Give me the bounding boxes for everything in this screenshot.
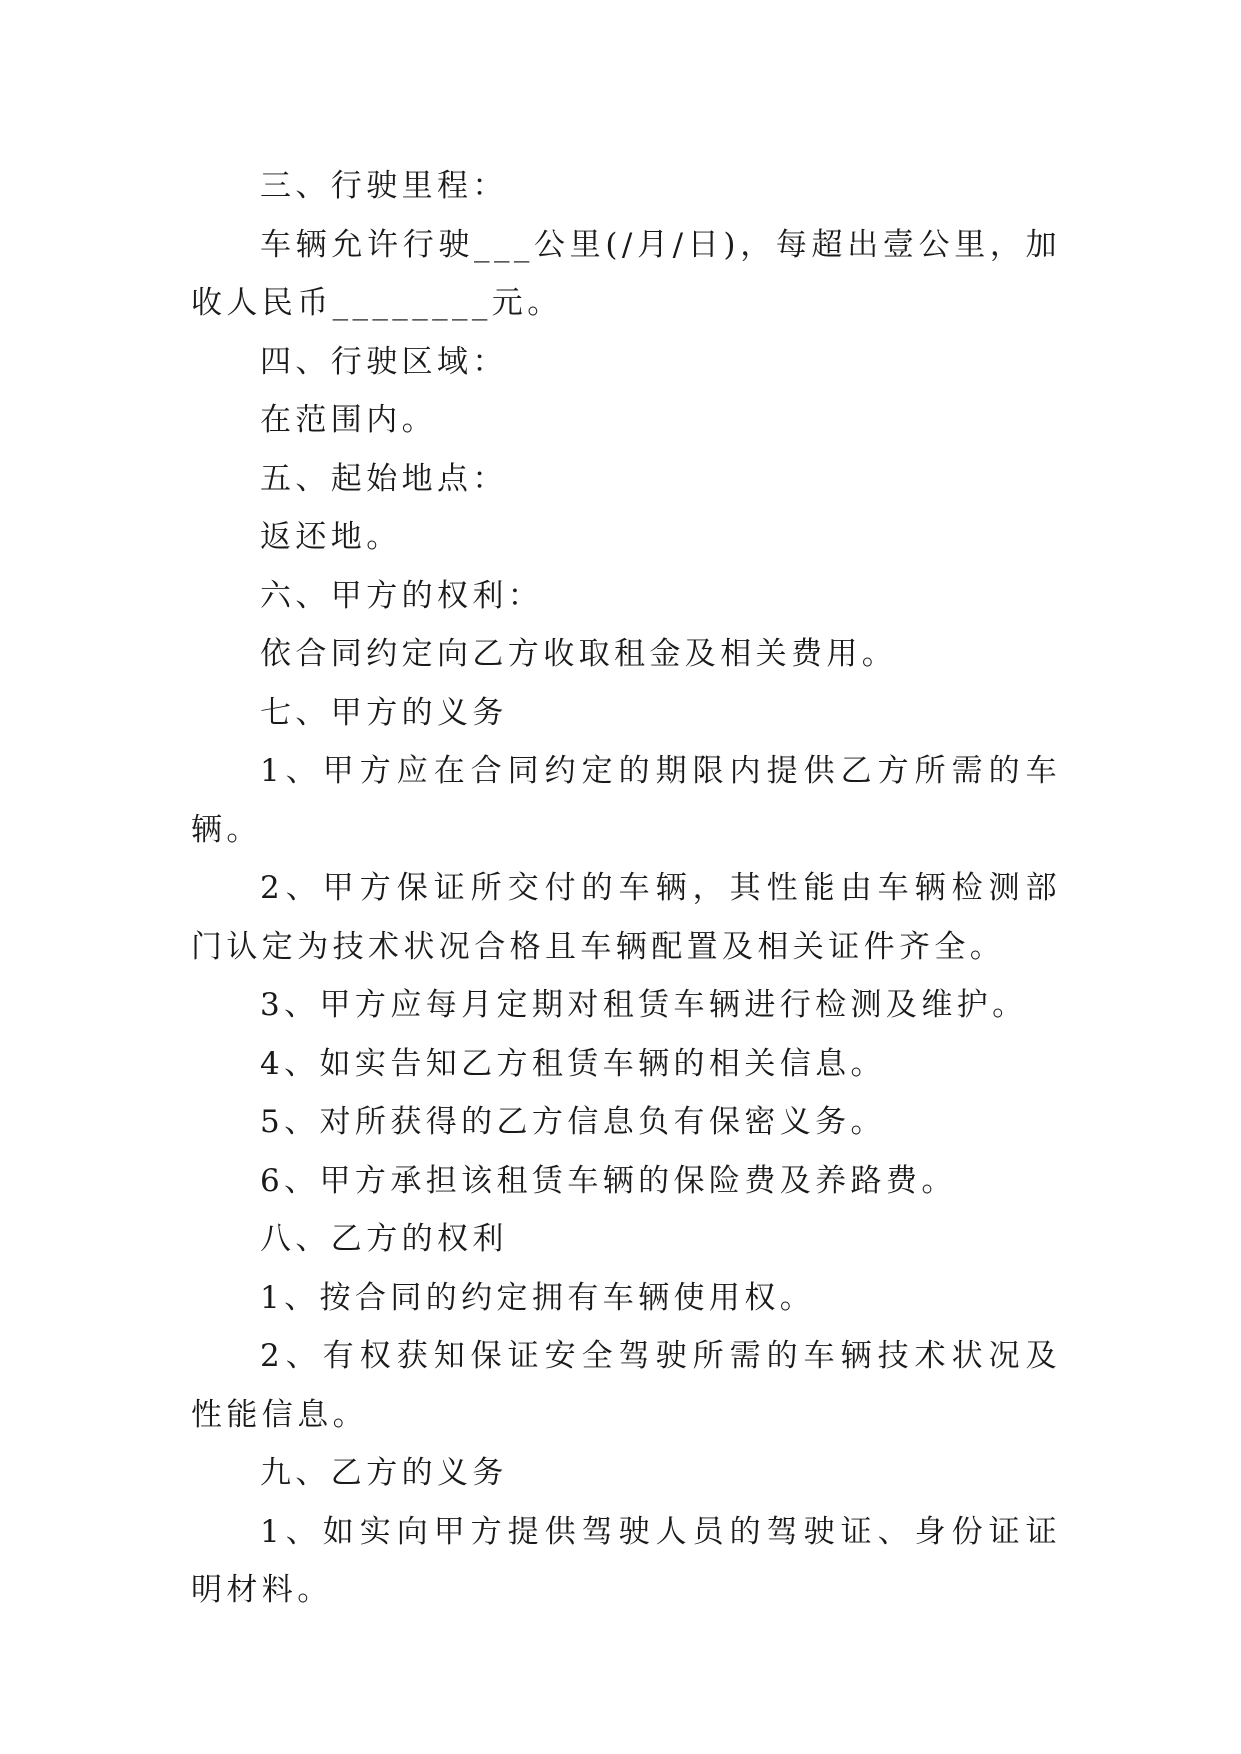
section-heading-mileage: 三、行驶里程：: [260, 168, 508, 204]
list-item-party-a-obligation-6: 6、甲方承担该租赁车辆的保险费及养路费。: [260, 1162, 957, 1199]
list-item-party-a-obligation-5: 5、对所获得的乙方信息负有保密义务。: [260, 1104, 886, 1140]
section-heading-party-a-rights: 六、甲方的权利：: [260, 577, 544, 614]
list-item-party-a-obligation-2: 2、甲方保证所交付的车辆，其性能由车辆检测部门认定为技术状况合格且车辆配置及相关证件齐全。: [191, 870, 1061, 965]
section-heading-party-a-obligations: 七、甲方的义务: [260, 694, 508, 731]
paragraph-area-terms: 在范围内。: [260, 402, 437, 438]
section-heading-party-b-rights: 八、乙方的权利: [260, 1221, 508, 1257]
list-item-party-a-obligation-1: 1、甲方应在合同约定的期限内提供乙方所需的车辆。: [191, 753, 1061, 848]
section-heading-location: 五、起始地点：: [260, 460, 508, 497]
list-item-party-a-obligation-3: 3、甲方应每月定期对租赁车辆进行检测及维护。: [260, 987, 1028, 1023]
list-item-party-b-obligation-1: 1、如实向甲方提供驾驶人员的驾驶证、身份证证明材料。: [191, 1513, 1061, 1608]
section-heading-party-b-obligations: 九、乙方的义务: [260, 1455, 508, 1491]
list-item-party-a-obligation-4: 4、如实告知乙方租赁车辆的相关信息。: [260, 1045, 886, 1082]
paragraph-mileage-terms: 车辆允许行驶___公里(/月/日)，每超出壹公里，加收人民币________元。: [191, 226, 1061, 321]
section-heading-area: 四、行驶区域：: [260, 343, 508, 380]
list-item-party-b-right-2: 2、有权获知保证安全驾驶所需的车辆技术状况及性能信息。: [191, 1338, 1061, 1433]
list-item-party-b-right-1: 1、按合同的约定拥有车辆使用权。: [260, 1279, 816, 1316]
paragraph-location-terms: 返还地。: [260, 519, 402, 555]
document-body: [191, 157, 1061, 1620]
paragraph-party-a-rights: 依合同约定向乙方收取租金及相关费用。: [260, 636, 898, 672]
